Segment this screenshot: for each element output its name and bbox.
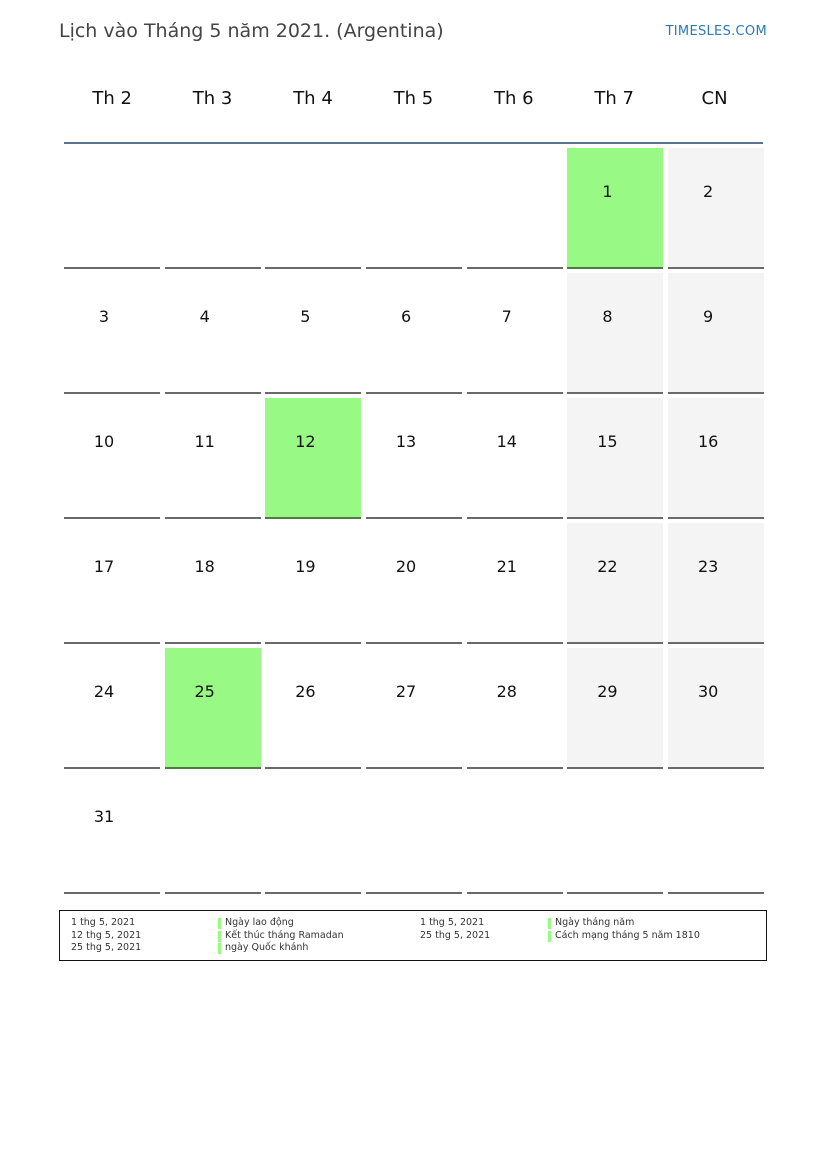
- empty-day-cell: [467, 148, 563, 269]
- legend-date: 1 thg 5, 2021: [71, 917, 136, 928]
- empty-day-cell: [467, 773, 563, 894]
- weekday-label: Th 6: [493, 88, 534, 109]
- weekday-header: [62, 88, 765, 109]
- day-number: 15: [597, 432, 618, 451]
- calendar-day-cell[interactable]: [265, 648, 361, 769]
- day-number: 19: [295, 557, 316, 576]
- day-number: 25: [194, 682, 215, 701]
- calendar-day-cell[interactable]: [64, 648, 160, 769]
- day-number: 2: [703, 182, 714, 201]
- day-number: 27: [395, 682, 417, 701]
- legend-dates-right: [420, 917, 490, 942]
- calendar-day-cell[interactable]: [668, 398, 764, 519]
- calendar-grid: [64, 148, 764, 894]
- empty-day-cell: [668, 773, 764, 894]
- day-number: 16: [697, 432, 719, 451]
- empty-day-cell: [265, 148, 361, 269]
- calendar-day-cell[interactable]: [567, 148, 663, 269]
- day-number: 4: [199, 307, 210, 326]
- empty-day-cell: [567, 773, 663, 894]
- calendar-day-cell[interactable]: [366, 398, 462, 519]
- day-number: 12: [295, 432, 316, 451]
- legend-holiday-name: Ngày tháng năm: [548, 917, 700, 930]
- weekday-label: Th 2: [92, 88, 132, 109]
- legend-names-right: [548, 917, 700, 942]
- day-number: 11: [194, 432, 215, 451]
- legend-holiday-name: Cách mạng tháng 5 năm 1810: [548, 930, 700, 943]
- calendar-day-cell[interactable]: [567, 648, 663, 769]
- day-number: 30: [697, 682, 719, 701]
- calendar-day-cell[interactable]: [668, 273, 764, 394]
- legend-dates-left: [71, 917, 141, 955]
- calendar-day-cell[interactable]: [64, 773, 160, 894]
- calendar-day-cell[interactable]: [265, 398, 361, 519]
- day-number: 22: [597, 557, 618, 576]
- day-number: 14: [496, 432, 517, 451]
- day-number: 13: [395, 432, 417, 451]
- header-divider: [64, 142, 763, 144]
- empty-day-cell: [366, 773, 462, 894]
- day-number: 6: [400, 307, 412, 326]
- legend-names-left: [218, 917, 344, 955]
- day-number: 24: [93, 682, 115, 701]
- day-number: 7: [501, 307, 512, 326]
- day-number: 3: [98, 307, 110, 326]
- calendar-day-cell[interactable]: [467, 273, 563, 394]
- legend-holiday-name: Kết thúc tháng Ramadan: [218, 930, 344, 943]
- empty-day-cell: [165, 148, 261, 269]
- brand-link[interactable]: TIMESLES.COM: [665, 24, 767, 39]
- calendar-day-cell[interactable]: [64, 273, 160, 394]
- legend-date: 25 thg 5, 2021: [71, 942, 142, 953]
- legend-holiday-name: ngày Quốc khánh: [218, 942, 344, 955]
- empty-day-cell: [265, 773, 361, 894]
- day-number: 18: [194, 557, 215, 576]
- calendar-day-cell[interactable]: [366, 273, 462, 394]
- calendar-day-cell[interactable]: [668, 148, 764, 269]
- day-number: 10: [93, 432, 115, 451]
- weekday-label: Th 5: [393, 88, 434, 109]
- weekday-label: Th 4: [293, 88, 333, 109]
- calendar-day-cell[interactable]: [467, 648, 563, 769]
- calendar-day-cell[interactable]: [467, 523, 563, 644]
- weekday-label: Th 3: [192, 88, 233, 109]
- legend-date: 25 thg 5, 2021: [420, 929, 491, 941]
- day-number: 31: [93, 807, 115, 826]
- day-number: 5: [300, 307, 311, 326]
- calendar-day-cell[interactable]: [64, 398, 160, 519]
- legend-holiday-name: Ngày lao động: [218, 917, 344, 930]
- page-title: Lịch vào Tháng 5 năm 2021. (Argentina): [59, 20, 444, 42]
- calendar-day-cell[interactable]: [64, 523, 160, 644]
- calendar-day-cell[interactable]: [567, 398, 663, 519]
- day-number: 17: [93, 557, 115, 576]
- calendar-day-cell[interactable]: [165, 648, 261, 769]
- day-number: 23: [697, 557, 719, 576]
- calendar-day-cell[interactable]: [567, 523, 663, 644]
- calendar-day-cell[interactable]: [165, 523, 261, 644]
- day-number: 8: [602, 307, 613, 326]
- empty-day-cell: [165, 773, 261, 894]
- calendar-day-cell[interactable]: [366, 648, 462, 769]
- day-number: 26: [295, 682, 316, 701]
- calendar-day-cell[interactable]: [668, 648, 764, 769]
- calendar-day-cell[interactable]: [165, 398, 261, 519]
- day-number: 20: [395, 557, 417, 576]
- calendar-day-cell[interactable]: [265, 273, 361, 394]
- calendar-day-cell[interactable]: [165, 273, 261, 394]
- weekday-label: Th 7: [594, 88, 634, 109]
- legend-date: 1 thg 5, 2021: [420, 917, 485, 928]
- empty-day-cell: [64, 148, 160, 269]
- legend-date: 12 thg 5, 2021: [71, 929, 142, 941]
- day-number: 1: [602, 182, 613, 201]
- day-number: 28: [496, 682, 517, 701]
- holiday-legend: [59, 910, 767, 961]
- weekday-label: CN: [701, 88, 728, 109]
- day-number: 29: [597, 682, 618, 701]
- day-number: 21: [496, 557, 517, 576]
- day-number: 9: [703, 307, 714, 326]
- empty-day-cell: [366, 148, 462, 269]
- calendar-day-cell[interactable]: [567, 273, 663, 394]
- calendar-day-cell[interactable]: [668, 523, 764, 644]
- calendar-day-cell[interactable]: [467, 398, 563, 519]
- calendar-day-cell[interactable]: [265, 523, 361, 644]
- calendar-day-cell[interactable]: [366, 523, 462, 644]
